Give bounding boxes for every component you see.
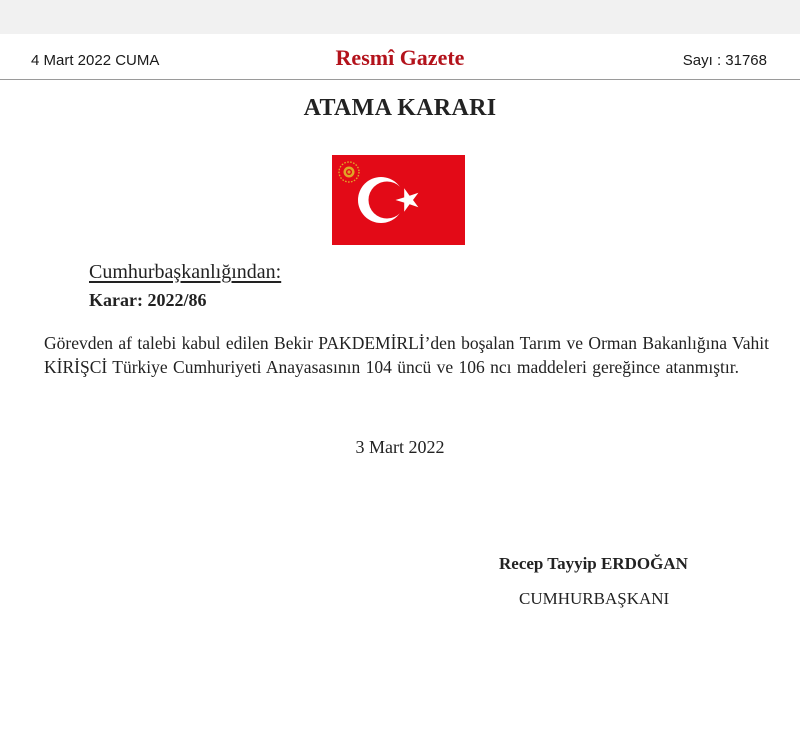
signature-date: 3 Mart 2022: [355, 437, 445, 457]
issue-number: Sayı : 31768: [682, 52, 767, 69]
turkish-flag-icon: [332, 155, 465, 245]
document-title: ATAMA KARARI: [303, 95, 497, 121]
decision-number: Karar: 2022/86: [89, 290, 207, 310]
publication-title: Resmî Gazete: [335, 45, 465, 70]
header-divider: [0, 79, 800, 80]
flag-graphic: [332, 155, 465, 245]
decision-body: Görevden af talebi kabul edilen Bekir PAKDEMİRLİ’den boşalan Tarım ve Orman Bakanlığına Vahit KİRİŞCİ Türkiye Cumhuriyeti Anayasasının 104 üncü ve 106 ncı maddeleri gereğince atanmıştır.: [44, 333, 769, 377]
browser-top-strip: [0, 0, 800, 34]
signer-name: Recep Tayyip ERDOĞAN: [499, 554, 688, 573]
issuing-authority: Cumhurbaşkanlığından:: [89, 261, 282, 283]
signer-title: CUMHURBAŞKANI: [519, 589, 670, 608]
header-date: 4 Mart 2022 CUMA: [31, 52, 160, 69]
